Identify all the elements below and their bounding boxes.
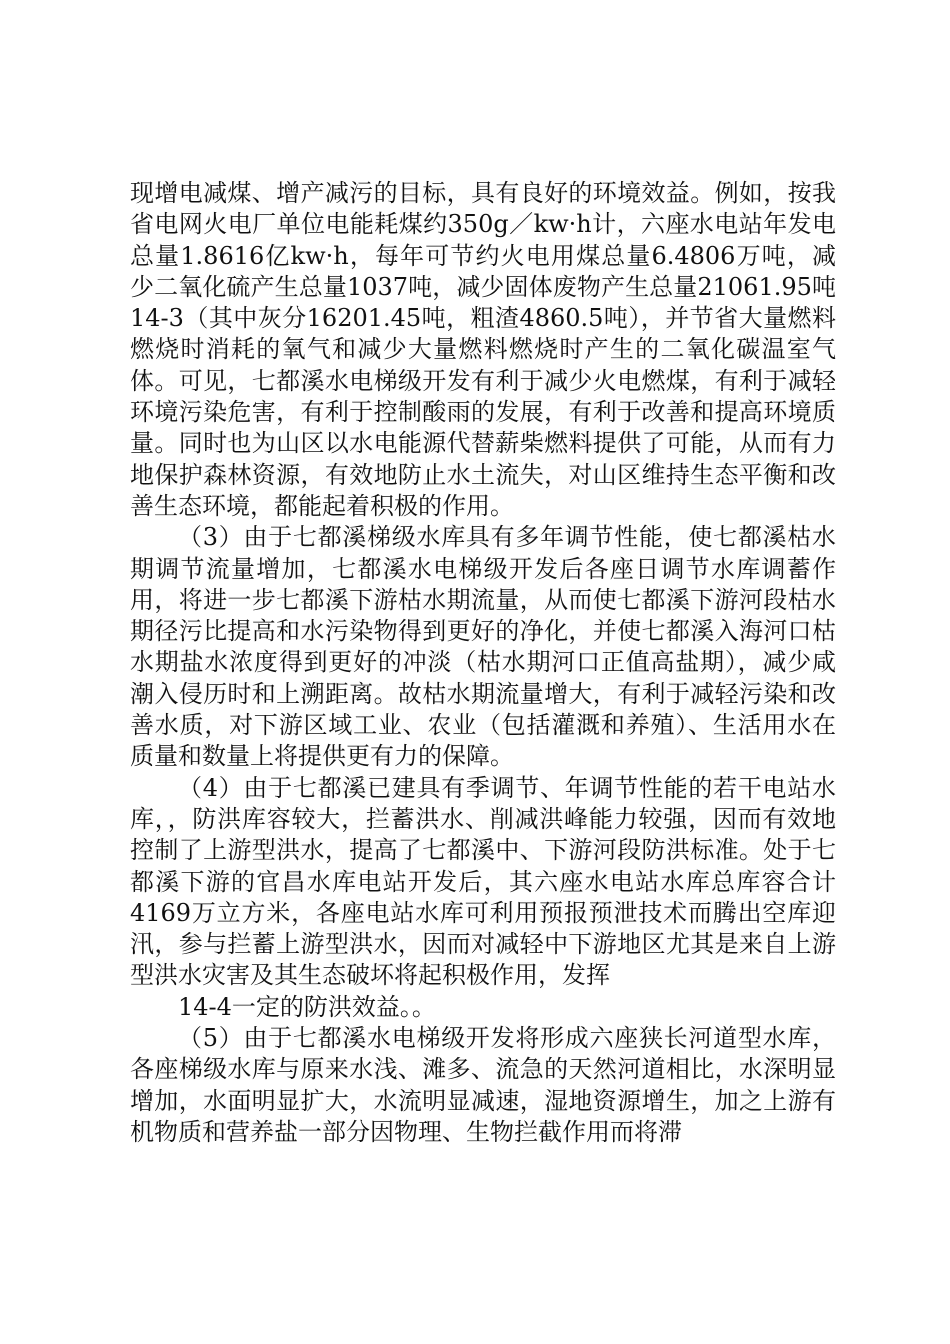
paragraph-item-3: （3）由于七都溪梯级水库具有多年调节性能，使七都溪枯水期调节流量增加，七都溪水电梯级开发后各座日调节水库调蓄作用，将进一步七都溪下游枯水期流量，从而使七都溪下游河段枯水期径污比提高和水污染物得到更好的净化，并使七都溪入海河口枯水期盐水浓度得到更好的冲淡（枯水期河口正值高盐期），减少咸潮入侵历时和上溯距离。故枯水期流量增大，有利于减轻污染和改善水质，对下游区域工业、农业（包括灌溉和养殖）、生活用水在质量和数量上将提供更有力的保障。 — [130, 523, 836, 771]
paragraph-item-4-continued: 14-4一定的防洪效益。。 — [178, 992, 436, 1021]
paragraph-item-4: （4）由于七都溪已建具有季调节、年调节性能的若干电站水库，，防洪库容较大，拦蓄洪水、削减洪峰能力较强，因而有效地控制了上游型洪水，提高了七都溪中、下游河段防洪标准。处于七都溪下游的官昌水库电站开发后，其六座水电站水库总库容合计4169万立方米，各座电站水库可利用预报预泄技术而腾出空库迎汛，参与拦蓄上游型洪水，因而对减轻中下游地区尤其是来自上游型洪水灾害及其生态破坏将起积极作用，发挥 — [130, 773, 836, 990]
paragraph-env-benefit: 现增电减煤、增产减污的目标，具有良好的环境效益。例如，按我省电网火电厂单位电能耗煤约350g／kw·h计，六座水电站年发电总量1.8616亿kw·h，每年可节约火电用煤总量6.4806万吨，减少二氧化硫产生总量1037吨，减少固体废物产生总量21061.95吨14-3（其中灰分16201.45吨，粗渣4860.5吨），并节省大量燃料燃烧时消耗的氧气和减少大量燃料燃烧时产生的二氧化碳温室气体。可见，七都溪水电梯级开发有利于减少火电燃煤，有利于减轻环境污染危害，有利于控制酸雨的发展，有利于改善和提高环境质量。同时也为山区以水电能源代替薪柴燃料提供了可能，从而有力地保护森林资源，有效地防止水土流失，对山区维持生态平衡和改善生态环境，都能起着积极的作用。 — [130, 179, 836, 520]
paragraph-item-5: （5）由于七都溪水电梯级开发将形成六座狭长河道型水库，各座梯级水库与原来水浅、滩多、流急的天然河道相比，水深明显增加，水面明显扩大，水流明显减速，湿地资源增生，加之上游有机物质和营养盐一部分因物理、生物拦截作用而将滞 — [130, 1024, 836, 1146]
document-body — [130, 178, 836, 1148]
